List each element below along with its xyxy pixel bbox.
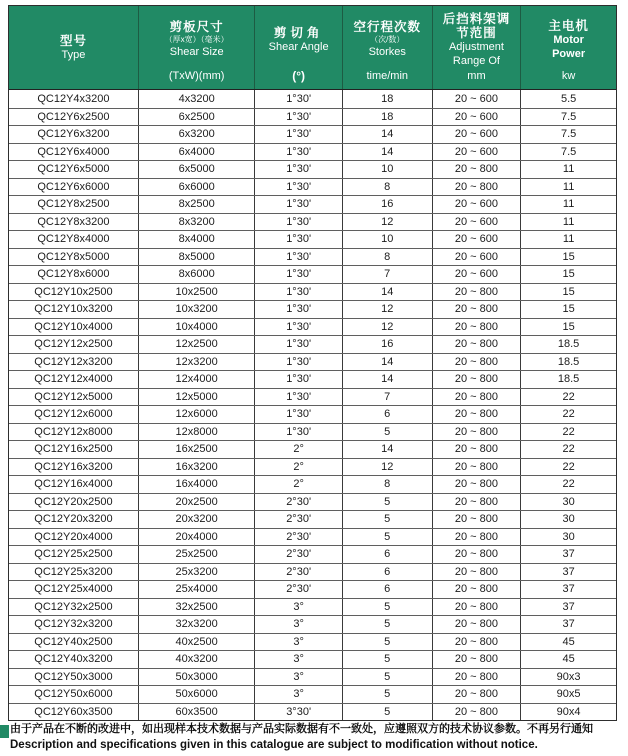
table-cell: QC12Y8x3200 bbox=[9, 214, 139, 231]
table-cell: QC12Y12x2500 bbox=[9, 336, 139, 353]
table-cell: 30 bbox=[562, 530, 575, 543]
table-cell: QC12Y6x5000 bbox=[9, 161, 139, 178]
table-cell: 1°30' bbox=[255, 301, 342, 318]
header-sub-line: （次/数） bbox=[370, 35, 405, 44]
table-cell: 20 ~ 800 bbox=[433, 581, 522, 598]
table-cell: QC12Y16x2500 bbox=[9, 441, 139, 458]
table-cell: 15 bbox=[562, 250, 575, 263]
column-header-text bbox=[60, 9, 87, 86]
table-row bbox=[9, 230, 616, 248]
table-cell: 1°30' bbox=[255, 109, 342, 126]
table-cell: 12 bbox=[343, 214, 433, 231]
table-cell: 14 bbox=[343, 371, 433, 388]
table-cell: 2°30' bbox=[255, 564, 342, 581]
table-cell: QC12Y16x3200 bbox=[9, 459, 139, 476]
table-cell: 20 ~ 800 bbox=[433, 686, 522, 703]
table-cell: 16x2500 bbox=[139, 441, 256, 458]
table-cell: 12x6000 bbox=[139, 406, 256, 423]
table-cell: 20 ~ 800 bbox=[433, 669, 522, 686]
header-en-line: Range Of bbox=[452, 54, 500, 67]
table-cell: 37 bbox=[562, 565, 575, 578]
header-zh-line: 主电机 bbox=[548, 18, 589, 33]
table-cell: 20 ~ 800 bbox=[433, 564, 522, 581]
table-cell: 37 bbox=[562, 583, 575, 596]
table-cell: QC12Y8x2500 bbox=[9, 196, 139, 213]
table-cell: 20 ~ 800 bbox=[433, 616, 522, 633]
table-cell: 2° bbox=[255, 441, 342, 458]
table-cell: 5.5 bbox=[560, 92, 577, 105]
table-row bbox=[9, 195, 616, 213]
column-header-0 bbox=[9, 6, 139, 89]
table-cell: 20 ~ 600 bbox=[433, 266, 522, 283]
table-cell: 15 bbox=[562, 268, 575, 281]
table-cell: 6 bbox=[343, 406, 433, 423]
table-cell: QC12Y8x6000 bbox=[9, 266, 139, 283]
table-row bbox=[9, 335, 616, 353]
header-unit-line: (TxW)(mm) bbox=[168, 70, 225, 82]
table-cell: 20 ~ 800 bbox=[433, 441, 522, 458]
table-cell: 18.5 bbox=[557, 338, 580, 351]
table-cell: QC12Y8x5000 bbox=[9, 249, 139, 266]
table-cell: 8x5000 bbox=[139, 249, 256, 266]
table-cell: 25x3200 bbox=[139, 564, 256, 581]
table-cell: 6x3200 bbox=[139, 126, 256, 143]
table-row bbox=[9, 213, 616, 231]
table-row bbox=[9, 475, 616, 493]
table-cell: 20 ~ 800 bbox=[433, 319, 522, 336]
table-cell: 15 bbox=[562, 320, 575, 333]
column-header-3 bbox=[343, 6, 433, 89]
table-cell: 6x2500 bbox=[139, 109, 256, 126]
table-cell: 3° bbox=[255, 616, 342, 633]
table-cell: 1°30' bbox=[255, 336, 342, 353]
table-cell: 20x4000 bbox=[139, 529, 256, 546]
table-cell: 20 ~ 800 bbox=[433, 354, 522, 371]
table-cell: 4x3200 bbox=[139, 90, 256, 108]
table-row bbox=[9, 265, 616, 283]
table-row bbox=[9, 353, 616, 371]
table-cell: 20 ~ 800 bbox=[433, 371, 522, 388]
table-cell: 14 bbox=[343, 441, 433, 458]
header-zh-line: 后挡料架调 bbox=[442, 11, 511, 26]
header-en-line: Shear Size bbox=[169, 46, 224, 58]
header-unit-line: mm bbox=[467, 70, 486, 82]
table-cell: 2° bbox=[255, 459, 342, 476]
table-cell: 20x2500 bbox=[139, 494, 256, 511]
table-cell: QC12Y6x3200 bbox=[9, 126, 139, 143]
table-cell: 45 bbox=[562, 653, 575, 666]
table-cell: 8 bbox=[343, 179, 433, 196]
table-cell: 3° bbox=[255, 651, 342, 668]
header-unit-line: kw bbox=[561, 70, 576, 82]
table-cell: 20 ~ 800 bbox=[433, 511, 522, 528]
table-cell: 8 bbox=[343, 476, 433, 493]
table-cell: 11 bbox=[562, 163, 575, 176]
table-cell: 20x3200 bbox=[139, 511, 256, 528]
table-cell: QC12Y12x4000 bbox=[9, 371, 139, 388]
table-cell: 6x5000 bbox=[139, 161, 256, 178]
header-zh-line: 剪板尺寸 bbox=[169, 20, 224, 34]
table-cell: 40x2500 bbox=[139, 634, 256, 651]
table-cell: QC12Y6x6000 bbox=[9, 179, 139, 196]
header-zh-line: 空行程次数 bbox=[353, 20, 421, 34]
table-cell: 6 bbox=[343, 581, 433, 598]
table-row bbox=[9, 318, 616, 336]
table-row bbox=[9, 615, 616, 633]
table-cell: 20 ~ 800 bbox=[433, 546, 522, 563]
column-header-4 bbox=[433, 6, 522, 89]
table-cell: 30 bbox=[562, 495, 575, 508]
table-cell: 45 bbox=[562, 635, 575, 648]
table-cell: 20 ~ 800 bbox=[433, 424, 522, 441]
table-cell: 16x4000 bbox=[139, 476, 256, 493]
table-row bbox=[9, 388, 616, 406]
header-zh-line: 型号 bbox=[59, 33, 87, 48]
table-cell: 14 bbox=[343, 284, 433, 301]
table-cell: 22 bbox=[562, 460, 575, 473]
table-row bbox=[9, 528, 616, 546]
header-en-line: Motor bbox=[553, 33, 584, 46]
table-cell: QC12Y6x4000 bbox=[9, 144, 139, 161]
table-row bbox=[9, 650, 616, 668]
table-cell: 14 bbox=[343, 354, 433, 371]
table-body bbox=[9, 89, 616, 720]
table-cell: 37 bbox=[562, 600, 575, 613]
table-cell: 16 bbox=[343, 196, 433, 213]
table-cell: QC12Y10x3200 bbox=[9, 301, 139, 318]
column-header-text bbox=[353, 9, 421, 70]
column-header-text bbox=[269, 9, 329, 70]
table-cell: 90x3 bbox=[556, 670, 581, 683]
table-cell: 32x2500 bbox=[139, 599, 256, 616]
table-cell: 10 bbox=[343, 231, 433, 248]
table-cell: 1°30' bbox=[255, 354, 342, 371]
table-cell: 20 ~ 600 bbox=[433, 196, 522, 213]
table-cell: QC12Y6x2500 bbox=[9, 109, 139, 126]
table-cell: 20 ~ 800 bbox=[433, 599, 522, 616]
table-cell: QC12Y12x5000 bbox=[9, 389, 139, 406]
spec-table bbox=[8, 5, 617, 721]
table-cell: 20 ~ 800 bbox=[433, 336, 522, 353]
column-header-text bbox=[443, 9, 511, 70]
table-cell: 1°30' bbox=[255, 319, 342, 336]
table-cell: 1°30' bbox=[255, 389, 342, 406]
table-cell: 2°30' bbox=[255, 511, 342, 528]
table-cell: 10x2500 bbox=[139, 284, 256, 301]
table-cell: 14 bbox=[343, 144, 433, 161]
table-cell: 11 bbox=[562, 233, 575, 246]
table-cell: 15 bbox=[562, 303, 575, 316]
table-row bbox=[9, 248, 616, 266]
table-cell: 1°30' bbox=[255, 179, 342, 196]
table-cell: 12 bbox=[343, 301, 433, 318]
table-cell: 1°30' bbox=[255, 161, 342, 178]
table-cell: 12 bbox=[343, 319, 433, 336]
table-cell: 20 ~ 600 bbox=[433, 126, 522, 143]
table-cell: 16 bbox=[343, 336, 433, 353]
table-cell: 25x4000 bbox=[139, 581, 256, 598]
table-cell: 5 bbox=[343, 686, 433, 703]
table-cell: 8x3200 bbox=[139, 214, 256, 231]
table-cell: 6x6000 bbox=[139, 179, 256, 196]
table-cell: 22 bbox=[562, 425, 575, 438]
table-cell: 20 ~ 600 bbox=[433, 214, 522, 231]
footer-note bbox=[10, 721, 622, 753]
table-cell: 3° bbox=[255, 634, 342, 651]
table-row bbox=[9, 143, 616, 161]
header-en-line: Adjustment bbox=[448, 40, 504, 53]
table-cell: 20 ~ 800 bbox=[433, 406, 522, 423]
table-cell: 1°30' bbox=[255, 406, 342, 423]
table-cell: 30 bbox=[562, 513, 575, 526]
table-cell: 2°30' bbox=[255, 581, 342, 598]
column-header-1 bbox=[139, 6, 256, 89]
table-cell: 8 bbox=[343, 249, 433, 266]
table-cell: QC12Y25x3200 bbox=[9, 564, 139, 581]
table-cell: 20 ~ 800 bbox=[433, 704, 522, 721]
footer-note-zh: 由于产品在不断的改进中，如出现样本技术数据与产品实际数据有不一致处，应遵照双方的技术协议参数。不再另行通知 bbox=[10, 723, 593, 735]
table-header-row bbox=[9, 6, 616, 89]
table-cell: QC12Y20x2500 bbox=[9, 494, 139, 511]
table-row bbox=[9, 598, 616, 616]
table-cell: 37 bbox=[562, 548, 575, 561]
table-row bbox=[9, 685, 616, 703]
header-en-line: Shear Angle bbox=[268, 40, 329, 53]
table-cell: 1°30' bbox=[255, 249, 342, 266]
table-cell: 20 ~ 600 bbox=[433, 231, 522, 248]
column-header-text bbox=[548, 9, 589, 70]
table-cell: 20 ~ 800 bbox=[433, 161, 522, 178]
table-row bbox=[9, 108, 616, 126]
table-cell: 1°30' bbox=[255, 424, 342, 441]
footer-note-en: Description and specifications given in this catalogue are subject to modification without notice. bbox=[10, 739, 538, 751]
table-row bbox=[9, 370, 616, 388]
green-square-mark bbox=[0, 725, 9, 738]
column-header-5 bbox=[521, 6, 616, 89]
table-cell: 7 bbox=[343, 266, 433, 283]
table-cell: 20 ~ 600 bbox=[433, 144, 522, 161]
table-cell: 5 bbox=[343, 651, 433, 668]
table-cell: QC12Y20x3200 bbox=[9, 511, 139, 528]
table-cell: 11 bbox=[562, 215, 575, 228]
table-cell: 6 bbox=[343, 564, 433, 581]
table-cell: 25x2500 bbox=[139, 546, 256, 563]
header-en-line: Storkes bbox=[368, 46, 406, 58]
table-cell: 7 bbox=[343, 389, 433, 406]
header-en-line: Power bbox=[552, 47, 586, 60]
header-zh-line: 剪切角 bbox=[273, 25, 324, 40]
table-cell: 12x3200 bbox=[139, 354, 256, 371]
table-cell: 8x2500 bbox=[139, 196, 256, 213]
table-cell: 10 bbox=[343, 161, 433, 178]
table-cell: QC12Y40x2500 bbox=[9, 634, 139, 651]
table-cell: 40x3200 bbox=[139, 651, 256, 668]
table-cell: 1°30' bbox=[255, 371, 342, 388]
table-cell: 3° bbox=[255, 686, 342, 703]
table-cell: 12x5000 bbox=[139, 389, 256, 406]
table-cell: 2°30' bbox=[255, 494, 342, 511]
header-unit-line: time/min bbox=[366, 70, 409, 82]
column-header-text bbox=[165, 9, 229, 70]
table-cell: 12 bbox=[343, 459, 433, 476]
table-row bbox=[9, 633, 616, 651]
table-row bbox=[9, 405, 616, 423]
table-cell: 10x4000 bbox=[139, 319, 256, 336]
table-cell: 1°30' bbox=[255, 231, 342, 248]
table-cell: 20 ~ 800 bbox=[433, 529, 522, 546]
table-cell: 20 ~ 800 bbox=[433, 459, 522, 476]
table-cell: 5 bbox=[343, 704, 433, 721]
table-cell: 16x3200 bbox=[139, 459, 256, 476]
table-cell: QC12Y16x4000 bbox=[9, 476, 139, 493]
table-cell: QC12Y25x2500 bbox=[9, 546, 139, 563]
table-cell: QC12Y10x2500 bbox=[9, 284, 139, 301]
table-cell: 50x6000 bbox=[139, 686, 256, 703]
table-row bbox=[9, 580, 616, 598]
table-row bbox=[9, 178, 616, 196]
table-row bbox=[9, 90, 616, 108]
table-cell: 6 bbox=[343, 546, 433, 563]
table-cell: QC12Y25x4000 bbox=[9, 581, 139, 598]
table-cell: 32x3200 bbox=[139, 616, 256, 633]
table-cell: 5 bbox=[343, 424, 433, 441]
table-row bbox=[9, 510, 616, 528]
table-cell: 6x4000 bbox=[139, 144, 256, 161]
table-cell: 18 bbox=[343, 90, 433, 108]
table-cell: 50x3000 bbox=[139, 669, 256, 686]
table-cell: 5 bbox=[343, 616, 433, 633]
table-cell: 12x4000 bbox=[139, 371, 256, 388]
header-en-line: Type bbox=[61, 48, 86, 61]
table-cell: QC12Y32x2500 bbox=[9, 599, 139, 616]
table-cell: 7.5 bbox=[560, 110, 577, 123]
table-row bbox=[9, 125, 616, 143]
header-zh-line: 节范围 bbox=[456, 25, 497, 40]
table-cell: 2° bbox=[255, 476, 342, 493]
table-cell: QC12Y60x3500 bbox=[9, 704, 139, 721]
table-row bbox=[9, 283, 616, 301]
table-cell: 5 bbox=[343, 511, 433, 528]
table-cell: 20 ~ 600 bbox=[433, 90, 522, 108]
table-cell: QC12Y40x3200 bbox=[9, 651, 139, 668]
table-cell: QC12Y10x4000 bbox=[9, 319, 139, 336]
table-cell: 1°30' bbox=[255, 196, 342, 213]
table-cell: 20 ~ 800 bbox=[433, 651, 522, 668]
column-header-2 bbox=[255, 6, 342, 89]
table-row bbox=[9, 493, 616, 511]
table-cell: 7.5 bbox=[560, 145, 577, 158]
table-row bbox=[9, 458, 616, 476]
table-row bbox=[9, 440, 616, 458]
table-cell: 22 bbox=[562, 408, 575, 421]
table-row bbox=[9, 668, 616, 686]
table-cell: 90x4 bbox=[556, 705, 581, 718]
table-cell: 20 ~ 800 bbox=[433, 301, 522, 318]
table-cell: QC12Y12x6000 bbox=[9, 406, 139, 423]
table-cell: 20 ~ 800 bbox=[433, 179, 522, 196]
table-cell: 20 ~ 600 bbox=[433, 249, 522, 266]
table-cell: 22 bbox=[562, 390, 575, 403]
table-cell: 11 bbox=[562, 180, 575, 193]
table-cell: 8x4000 bbox=[139, 231, 256, 248]
table-cell: 20 ~ 800 bbox=[433, 494, 522, 511]
table-row bbox=[9, 300, 616, 318]
table-cell: QC12Y12x3200 bbox=[9, 354, 139, 371]
table-cell: QC12Y20x4000 bbox=[9, 529, 139, 546]
table-cell: 60x3500 bbox=[139, 704, 256, 721]
table-cell: 20 ~ 800 bbox=[433, 634, 522, 651]
table-cell: 1°30' bbox=[255, 266, 342, 283]
table-cell: 3° bbox=[255, 669, 342, 686]
table-cell: 3°30' bbox=[255, 704, 342, 721]
table-cell: QC12Y12x8000 bbox=[9, 424, 139, 441]
table-cell: QC12Y32x3200 bbox=[9, 616, 139, 633]
table-cell: 2°30' bbox=[255, 529, 342, 546]
header-sub-line: （厚x宽）（毫米） bbox=[164, 35, 229, 44]
table-cell: 5 bbox=[343, 599, 433, 616]
header-unit-line: (°) bbox=[292, 69, 306, 83]
table-cell: 22 bbox=[562, 443, 575, 456]
table-cell: 1°30' bbox=[255, 90, 342, 108]
table-cell: 18 bbox=[343, 109, 433, 126]
table-cell: 2°30' bbox=[255, 546, 342, 563]
table-cell: QC12Y4x3200 bbox=[9, 90, 139, 108]
table-cell: 20 ~ 800 bbox=[433, 284, 522, 301]
table-row bbox=[9, 563, 616, 581]
table-cell: 11 bbox=[562, 198, 575, 211]
table-cell: 18.5 bbox=[557, 373, 580, 386]
table-row bbox=[9, 160, 616, 178]
table-cell: 20 ~ 600 bbox=[433, 109, 522, 126]
table-row bbox=[9, 423, 616, 441]
table-row bbox=[9, 545, 616, 563]
table-cell: 12x2500 bbox=[139, 336, 256, 353]
table-cell: 12x8000 bbox=[139, 424, 256, 441]
table-cell: 10x3200 bbox=[139, 301, 256, 318]
table-cell: 3° bbox=[255, 599, 342, 616]
table-cell: 5 bbox=[343, 634, 433, 651]
table-cell: 15 bbox=[562, 285, 575, 298]
table-row bbox=[9, 703, 616, 721]
table-cell: QC12Y50x6000 bbox=[9, 686, 139, 703]
table-cell: 1°30' bbox=[255, 284, 342, 301]
table-cell: 18.5 bbox=[557, 355, 580, 368]
table-cell: 37 bbox=[562, 618, 575, 631]
table-cell: QC12Y8x4000 bbox=[9, 231, 139, 248]
table-cell: 5 bbox=[343, 494, 433, 511]
table-cell: 90x5 bbox=[556, 688, 581, 701]
table-cell: 1°30' bbox=[255, 144, 342, 161]
table-cell: 20 ~ 800 bbox=[433, 389, 522, 406]
table-cell: QC12Y50x3000 bbox=[9, 669, 139, 686]
table-cell: 5 bbox=[343, 529, 433, 546]
table-cell: 1°30' bbox=[255, 214, 342, 231]
table-cell: 8x6000 bbox=[139, 266, 256, 283]
table-cell: 1°30' bbox=[255, 126, 342, 143]
table-cell: 22 bbox=[562, 478, 575, 491]
table-cell: 14 bbox=[343, 126, 433, 143]
table-cell: 5 bbox=[343, 669, 433, 686]
table-cell: 7.5 bbox=[560, 128, 577, 141]
table-cell: 20 ~ 800 bbox=[433, 476, 522, 493]
